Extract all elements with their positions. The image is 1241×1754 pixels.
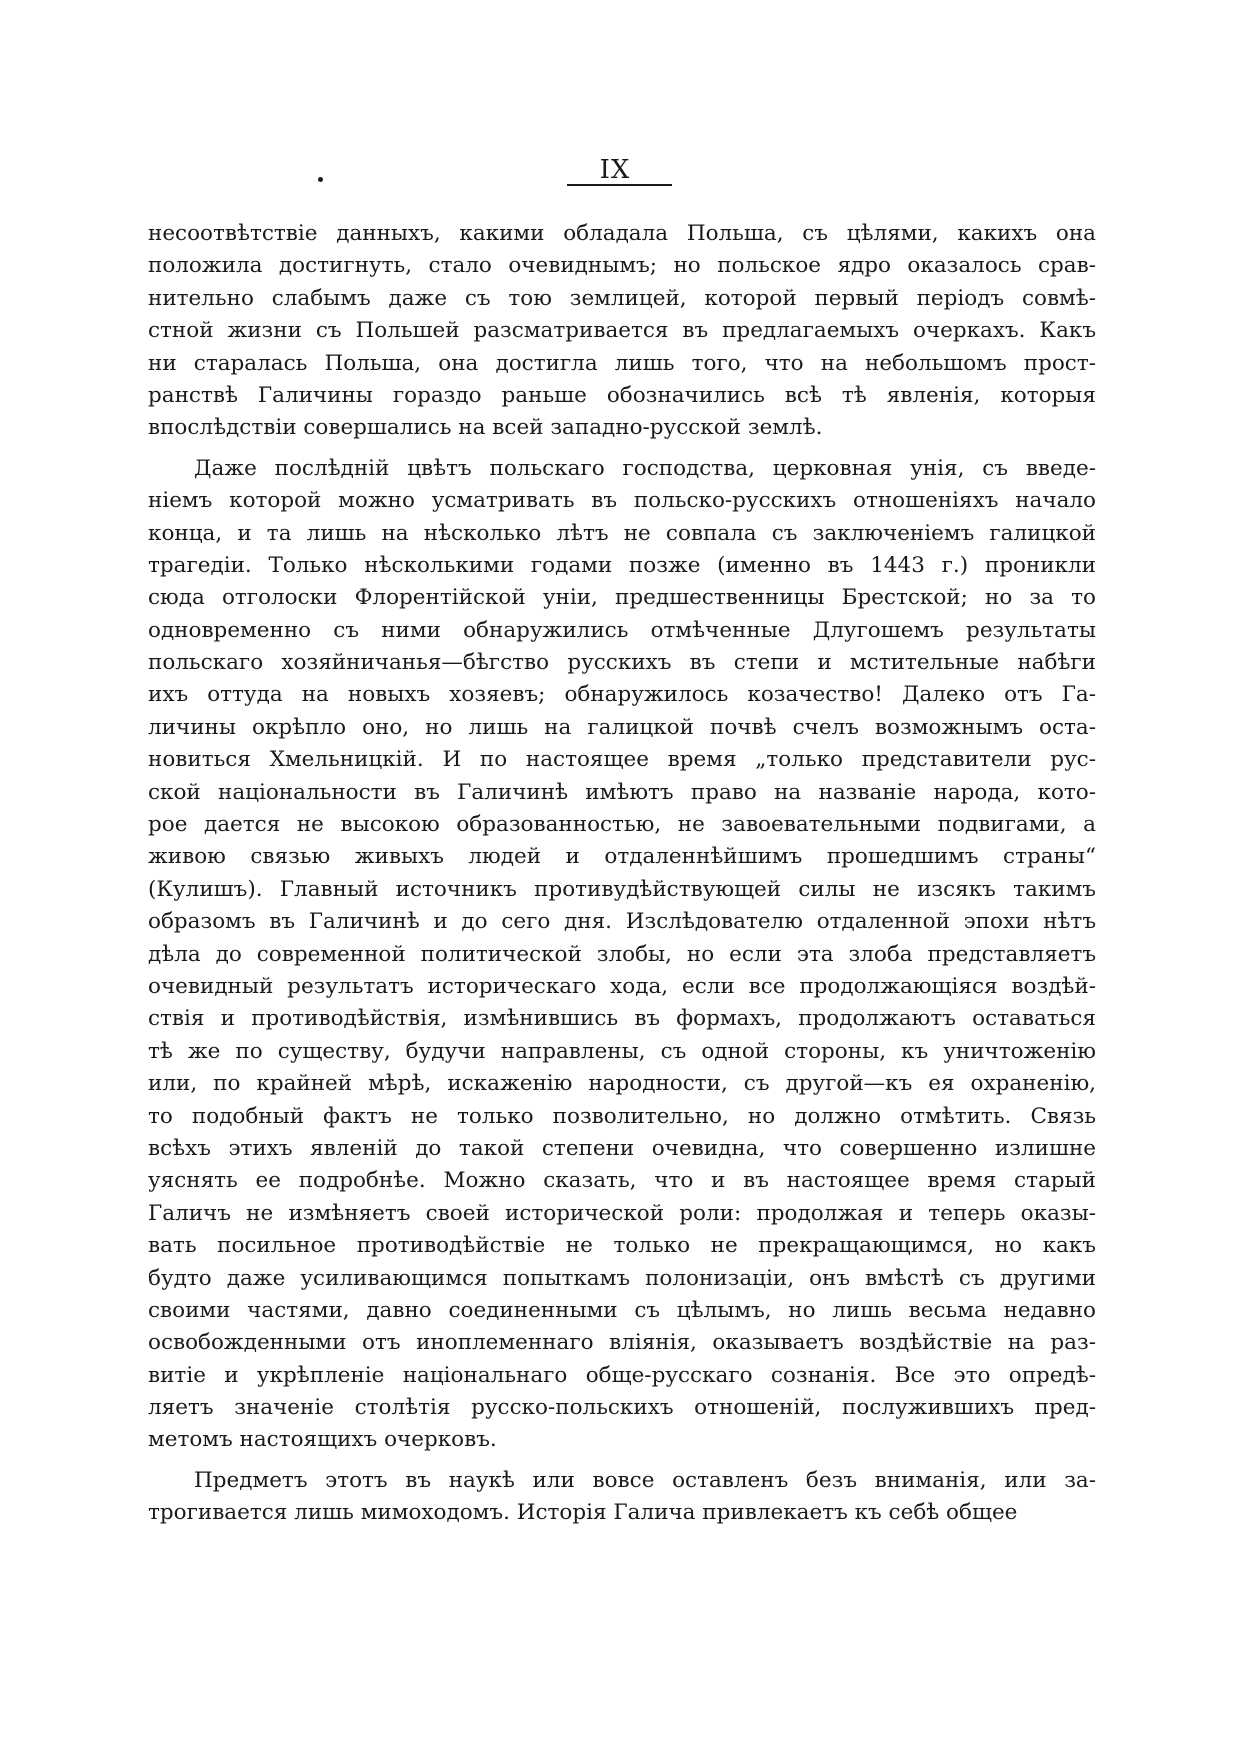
text-line: рое дается не высокою образованностью, не завоевательными подвигами, а xyxy=(148,812,1096,838)
page-number: IX xyxy=(599,155,631,185)
text-line: стной жизни съ Польшей разсматривается въ предлагаемыхъ очеркахъ. Какъ xyxy=(148,318,1096,344)
text-line: ствія и противодѣйствія, измѣнившись въ формахъ, продолжаютъ оставаться xyxy=(148,1006,1096,1032)
text-line: ніемъ которой можно усматривать въ польско-русскихъ отношеніяхъ начало xyxy=(148,488,1096,514)
text-line: тѣ же по существу, будучи направлены, съ одной стороны, къ уничтоженію xyxy=(148,1038,1096,1064)
text-line: ляетъ значеніе столѣтія русско-польскихъ отношеній, послужившихъ пред- xyxy=(148,1395,1096,1421)
text-line: одновременно съ ними обнаружились отмѣченные Длугошемъ результаты xyxy=(148,617,1096,643)
page-number-rule xyxy=(567,184,672,186)
text-line: живою связью живыхъ людей и отдаленнѣйшимъ прошедшимъ страны“ xyxy=(148,844,1096,870)
paragraph-gap xyxy=(148,445,1096,453)
text-line: ской національности въ Галичинѣ имѣютъ право на названіе народа, кото- xyxy=(148,779,1096,805)
text-line: Даже послѣдній цвѣтъ польскаго господства, церковная унія, съ введе- xyxy=(194,455,1096,481)
text-line: или, по крайней мѣрѣ, искаженію народности, съ другой—къ ея охраненію, xyxy=(148,1071,1096,1097)
text-line: Галичъ не измѣняетъ своей исторической роли: продолжая и теперь оказы- xyxy=(148,1200,1096,1226)
text-line: трогивается лишь мимоходомъ. Исторія Галича привлекаетъ къ себѣ общее xyxy=(148,1500,1018,1526)
text-line: то подобный фактъ не только позволительно, но должно отмѣтить. Связь xyxy=(148,1103,1096,1129)
text-line: сюда отголоски Флорентійской уніи, предшественницы Брестской; но за то xyxy=(148,585,1096,611)
text-line: будто даже усиливающимся попыткамъ полонизаціи, онъ вмѣстѣ съ другими xyxy=(148,1265,1096,1291)
text-line: образомъ въ Галичинѣ и до сего дня. Изслѣдователю отдаленной эпохи нѣтъ xyxy=(148,909,1096,935)
text-line: ихъ оттуда на новыхъ хозяевъ; обнаружилось козачество! Далеко отъ Га- xyxy=(148,682,1096,708)
text-line: конца, и та лишь на нѣсколько лѣтъ не совпала съ заключеніемъ галицкой xyxy=(148,520,1096,546)
text-line: Предметъ этотъ въ наукѣ или вовсе оставленъ безъ вниманія, или за- xyxy=(194,1467,1096,1493)
text-line: польскаго хозяйничанья—бѣгство русскихъ въ степи и мстительные набѣги xyxy=(148,650,1096,676)
paragraph xyxy=(148,218,1096,445)
paragraph-gap xyxy=(148,1457,1096,1465)
text-line: положила достигнуть, стало очевиднымъ; но польское ядро оказалось срав- xyxy=(148,253,1096,279)
text-line: трагедіи. Только нѣсколькими годами позже (именно въ 1443 г.) проникли xyxy=(148,552,1096,578)
paragraph xyxy=(148,453,1096,1457)
text-line: дѣла до современной политической злобы, но если эта злоба представляетъ xyxy=(148,941,1096,967)
text-line: новиться Хмельницкій. И по настоящее время „только представители рус- xyxy=(148,747,1096,773)
text-line: нительно слабымъ даже съ тою землицей, которой первый періодъ совмѣ- xyxy=(148,285,1096,311)
text-line: несоотвѣтствіе данныхъ, какими обладала Польша, съ цѣлями, какихъ она xyxy=(148,221,1096,246)
text-line: своими частями, давно соединенными съ цѣлымъ, но лишь весьма недавно xyxy=(148,1297,1096,1323)
text-line: ни старалась Польша, она достигла лишь того, что на небольшомъ прост- xyxy=(148,350,1096,376)
text-line: ранствѣ Галичины гораздо раньше обозначились всѣ тѣ явленія, которыя xyxy=(148,382,1096,408)
text-line: витіе и укрѣпленіе національнаго обще-русскаго сознанія. Все это опредѣ- xyxy=(148,1362,1096,1388)
text-line: уяснять ее подробнѣе. Можно сказать, что и въ настоящее время старый xyxy=(148,1168,1096,1194)
margin-dot xyxy=(318,177,323,182)
text-line: всѣхъ этихъ явленій до такой степени очевидна, что совершенно излишне xyxy=(148,1135,1096,1161)
text-line: впослѣдствіи совершались на всей западно-русской землѣ. xyxy=(148,415,823,441)
text-line: очевидный результатъ историческаго хода, если все продолжающіяся воздѣй- xyxy=(148,973,1096,999)
paragraph xyxy=(148,1465,1096,1530)
text-line: вать посильное противодѣйствіе не только не прекращающимся, но какъ xyxy=(148,1233,1096,1259)
text-line: освобожденными отъ иноплеменнаго вліянія, оказываетъ воздѣйствіе на раз- xyxy=(148,1330,1096,1356)
text-line: личины окрѣпло оно, но лишь на галицкой почвѣ счелъ возможнымъ оста- xyxy=(148,714,1096,740)
body-text xyxy=(148,218,1096,1530)
text-line: (Кулишъ). Главный источникъ противудѣйствующей силы не изсякъ такимъ xyxy=(148,876,1096,902)
text-line: метомъ настоящихъ очерковъ. xyxy=(148,1427,497,1453)
